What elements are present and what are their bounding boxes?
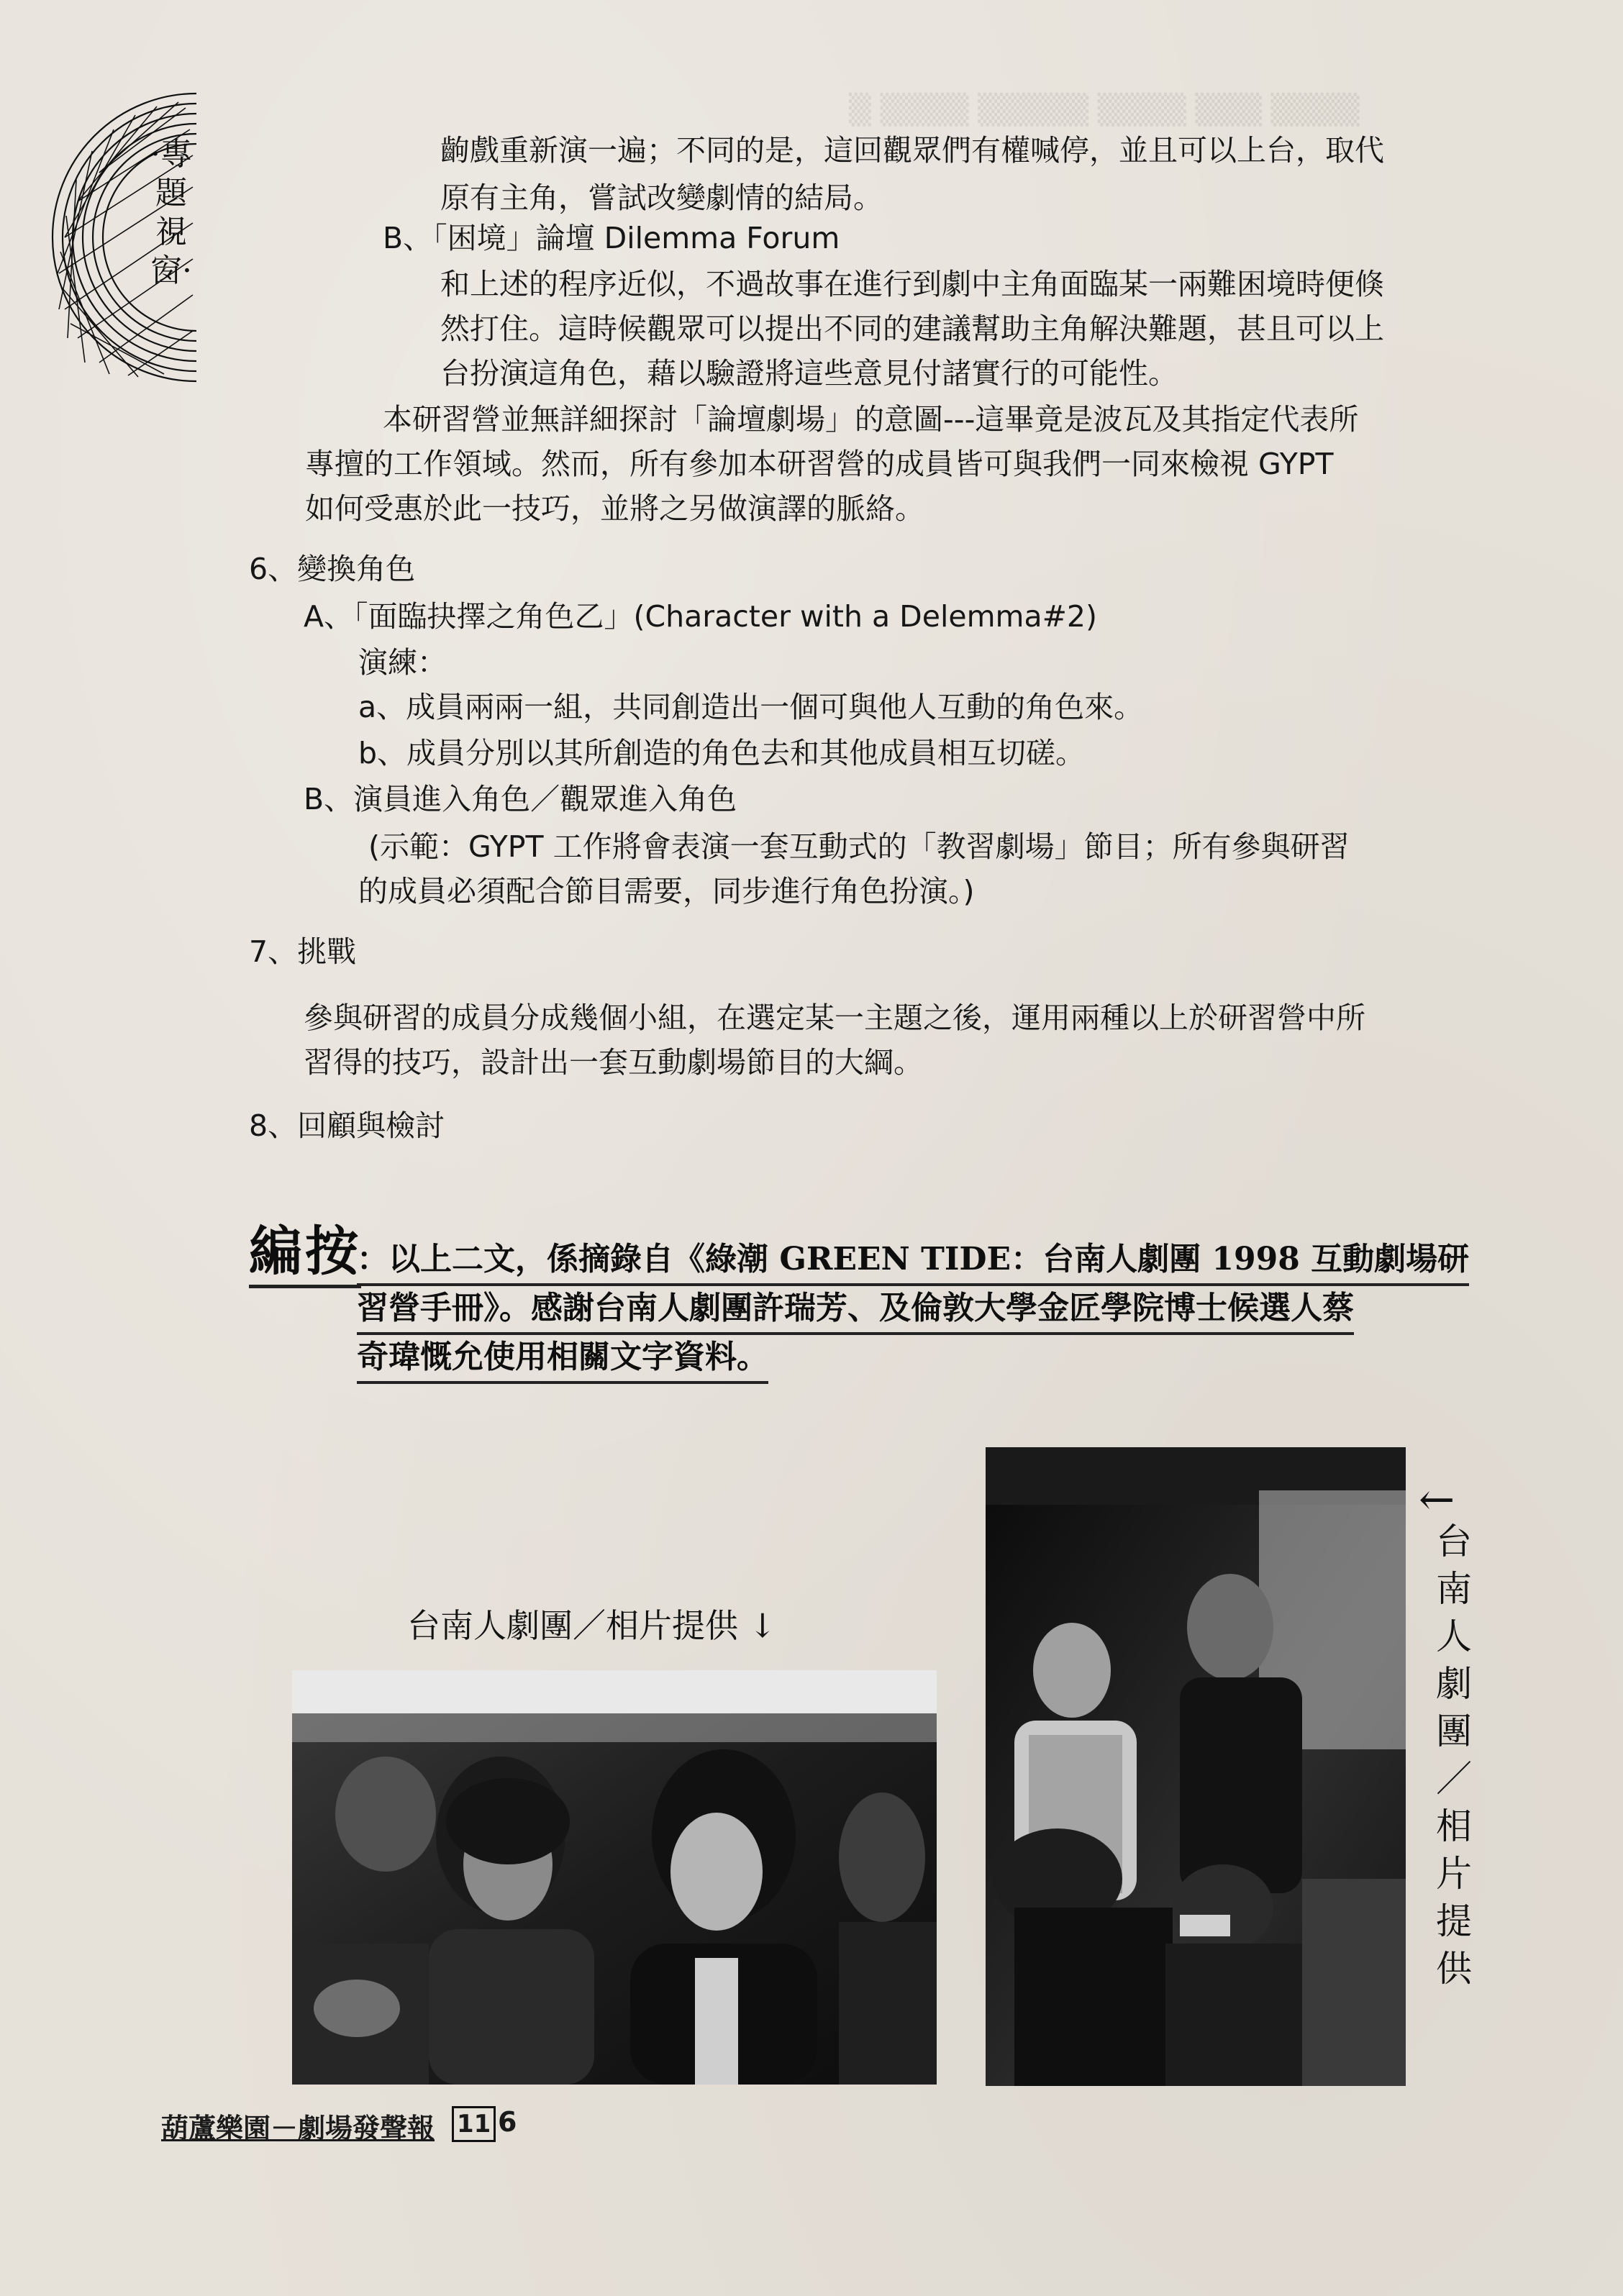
left-photo-image bbox=[292, 1670, 937, 2085]
body-text-line: 台扮演這角色，藉以驗證將這些意見付諸實行的可能性。 bbox=[440, 356, 1178, 391]
body-text-line: 原有主角，嘗試改變劇情的結局。 bbox=[440, 181, 883, 215]
editor-note-line: ：以上二文，係摘錄自《綠潮 GREEN TIDE：台南人劇團 1998 互動劇場研 bbox=[357, 1236, 1469, 1286]
body-text-line: 和上述的程序近似，不過故事在進行到劇中主角面臨某一兩難困境時便倏 bbox=[440, 267, 1384, 301]
body-text-line: 的成員必須配合節目需要，同步進行角色扮演。) bbox=[358, 874, 975, 908]
section-badge: ·專題視窗· bbox=[150, 136, 192, 289]
body-text-line: 演練： bbox=[358, 645, 447, 680]
editor-note-line: 奇瑋慨允使用相關文字資料。 bbox=[357, 1334, 768, 1384]
bleed-through-decoration: ▒ ▒▒▒▒ ▒▒▒▒▒ ▒▒▒▒ ▒▒▒ ▒▒▒▒ bbox=[849, 94, 1360, 127]
section-heading: 6、變換角色 bbox=[249, 552, 416, 586]
editor-note-line: 習營手冊》。感謝台南人劇團許瑞芳、及倫敦大學金匠學院博士候選人蔡 bbox=[357, 1285, 1354, 1335]
subheading: A、「面臨抉擇之角色乙」(Character with a Delemma#2) bbox=[304, 599, 1098, 634]
body-text-line: 如何受惠於此一技巧，並將之另做演譯的脈絡。 bbox=[305, 491, 924, 526]
body-text-line: 習得的技巧，設計出一套互動劇場節目的大綱。 bbox=[304, 1045, 923, 1080]
body-text-line: 專擅的工作領域。然而，所有參加本研習營的成員皆可與我們一同來檢視 GYPT bbox=[305, 447, 1334, 481]
section-heading: 7、挑戰 bbox=[249, 934, 357, 969]
left-photo-caption: 台南人劇團／相片提供 ↓ bbox=[407, 1606, 777, 1645]
footer-publication-title: 葫蘆樂園－劇場發聲報 bbox=[161, 2113, 435, 2144]
body-text-line: 齣戲重新演一遍；不同的是，這回觀眾們有權喊停，並且可以上台，取代 bbox=[440, 133, 1384, 168]
editor-note-label: 編按 bbox=[249, 1218, 361, 1288]
right-photo bbox=[986, 1447, 1406, 2086]
footer-issue-number: 11 bbox=[452, 2106, 496, 2142]
body-text-line: 本研習營並無詳細探討「論壇劇場」的意圖---這畢竟是波瓦及其指定代表所 bbox=[383, 402, 1359, 437]
right-caption-arrow: ← bbox=[1419, 1475, 1455, 1525]
body-text-line: 參與研習的成員分成幾個小組，在選定某一主題之後，運用兩種以上於研習營中所 bbox=[304, 1001, 1365, 1035]
footer-page-number: 6 bbox=[498, 2106, 517, 2138]
list-item: b、成員分別以其所創造的角色去和其他成員相互切磋。 bbox=[358, 736, 1086, 770]
body-text-line: 然打住。這時候觀眾可以提出不同的建議幫助主角解決難題，甚且可以上 bbox=[440, 311, 1384, 346]
subheading: B、「困境」論壇 Dilemma Forum bbox=[383, 221, 840, 255]
list-item: a、成員兩兩一組，共同創造出一個可與他人互動的角色來。 bbox=[358, 690, 1144, 724]
subheading: B、演員進入角色／觀眾進入角色 bbox=[304, 782, 737, 816]
right-photo-caption: 台南人劇團／相片提供 bbox=[1436, 1521, 1472, 1990]
right-photo-image bbox=[986, 1447, 1406, 2086]
section-heading: 8、回顧與檢討 bbox=[249, 1108, 445, 1143]
left-photo bbox=[292, 1670, 937, 2085]
body-text-line: (示範：GYPT 工作將會表演一套互動式的「教習劇場」節目；所有參與研習 bbox=[368, 829, 1350, 864]
